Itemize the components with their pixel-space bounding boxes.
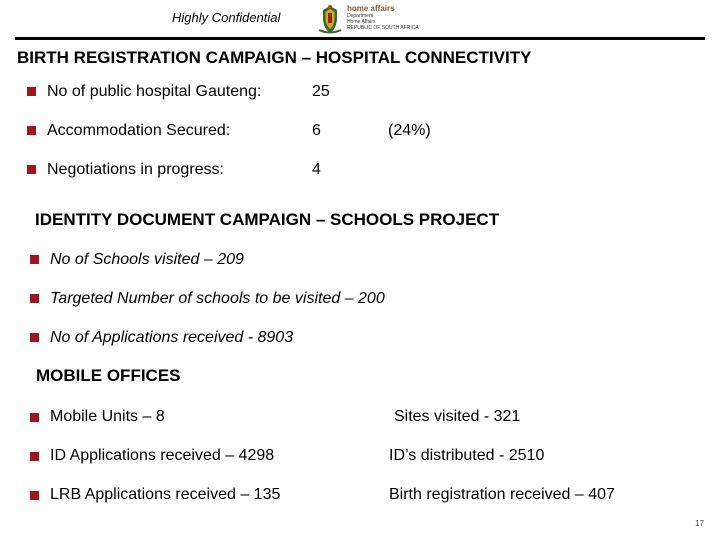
coat-of-arms-icon (317, 4, 343, 36)
bullet-icon (30, 333, 39, 342)
birth-item-2-percent: (24%) (388, 122, 431, 139)
bullet-icon (30, 452, 39, 461)
mobile-item-2-left: ID Applications received – 4298 (50, 447, 275, 464)
bullet-icon (30, 294, 39, 303)
confidential-label: Highly Confidential (172, 10, 281, 25)
page-number: 17 (695, 519, 704, 528)
mobile-item-3-right: Birth registration received – 407 (389, 486, 615, 503)
identity-section-title: IDENTITY DOCUMENT CAMPAIGN – SCHOOLS PROJECT (35, 210, 500, 229)
logo-line-2: Home Affairs (347, 19, 376, 25)
birth-item-2-label: Accommodation Secured: (47, 122, 231, 139)
birth-item-1-value: 25 (312, 83, 330, 100)
header-divider (15, 37, 705, 40)
identity-item-1: No of Schools visited – 209 (50, 251, 244, 268)
birth-item-1-label: No of public hospital Gauteng: (47, 83, 262, 100)
identity-item-2: Targeted Number of schools to be visited – 200 (50, 290, 385, 307)
mobile-item-1-right: Sites visited - 321 (394, 408, 521, 425)
birth-item-3-label: Negotiations in progress: (47, 161, 224, 178)
logo-text (347, 4, 419, 31)
logo-brand: home affairs (347, 4, 395, 13)
bullet-icon (27, 126, 36, 135)
birth-item-3-value: 4 (312, 161, 321, 178)
bullet-icon (30, 413, 39, 422)
logo-line-1: Department (347, 13, 374, 19)
mobile-section-title: MOBILE OFFICES (36, 366, 181, 385)
bullet-icon (30, 255, 39, 264)
birth-item-2-value: 6 (312, 122, 321, 139)
mobile-item-3-left: LRB Applications received – 135 (50, 486, 281, 503)
mobile-item-1-left: Mobile Units – 8 (50, 408, 165, 425)
logo-line-3: REPUBLIC OF SOUTH AFRICA (347, 25, 419, 31)
home-affairs-logo (317, 4, 419, 36)
bullet-icon (27, 87, 36, 96)
identity-item-3: No of Applications received - 8903 (50, 329, 294, 346)
bullet-icon (30, 491, 39, 500)
bullet-icon (27, 165, 36, 174)
mobile-item-2-right: ID’s distributed - 2510 (389, 447, 545, 464)
birth-section-title: BIRTH REGISTRATION CAMPAIGN – HOSPITAL CONNECTIVITY (17, 48, 532, 67)
